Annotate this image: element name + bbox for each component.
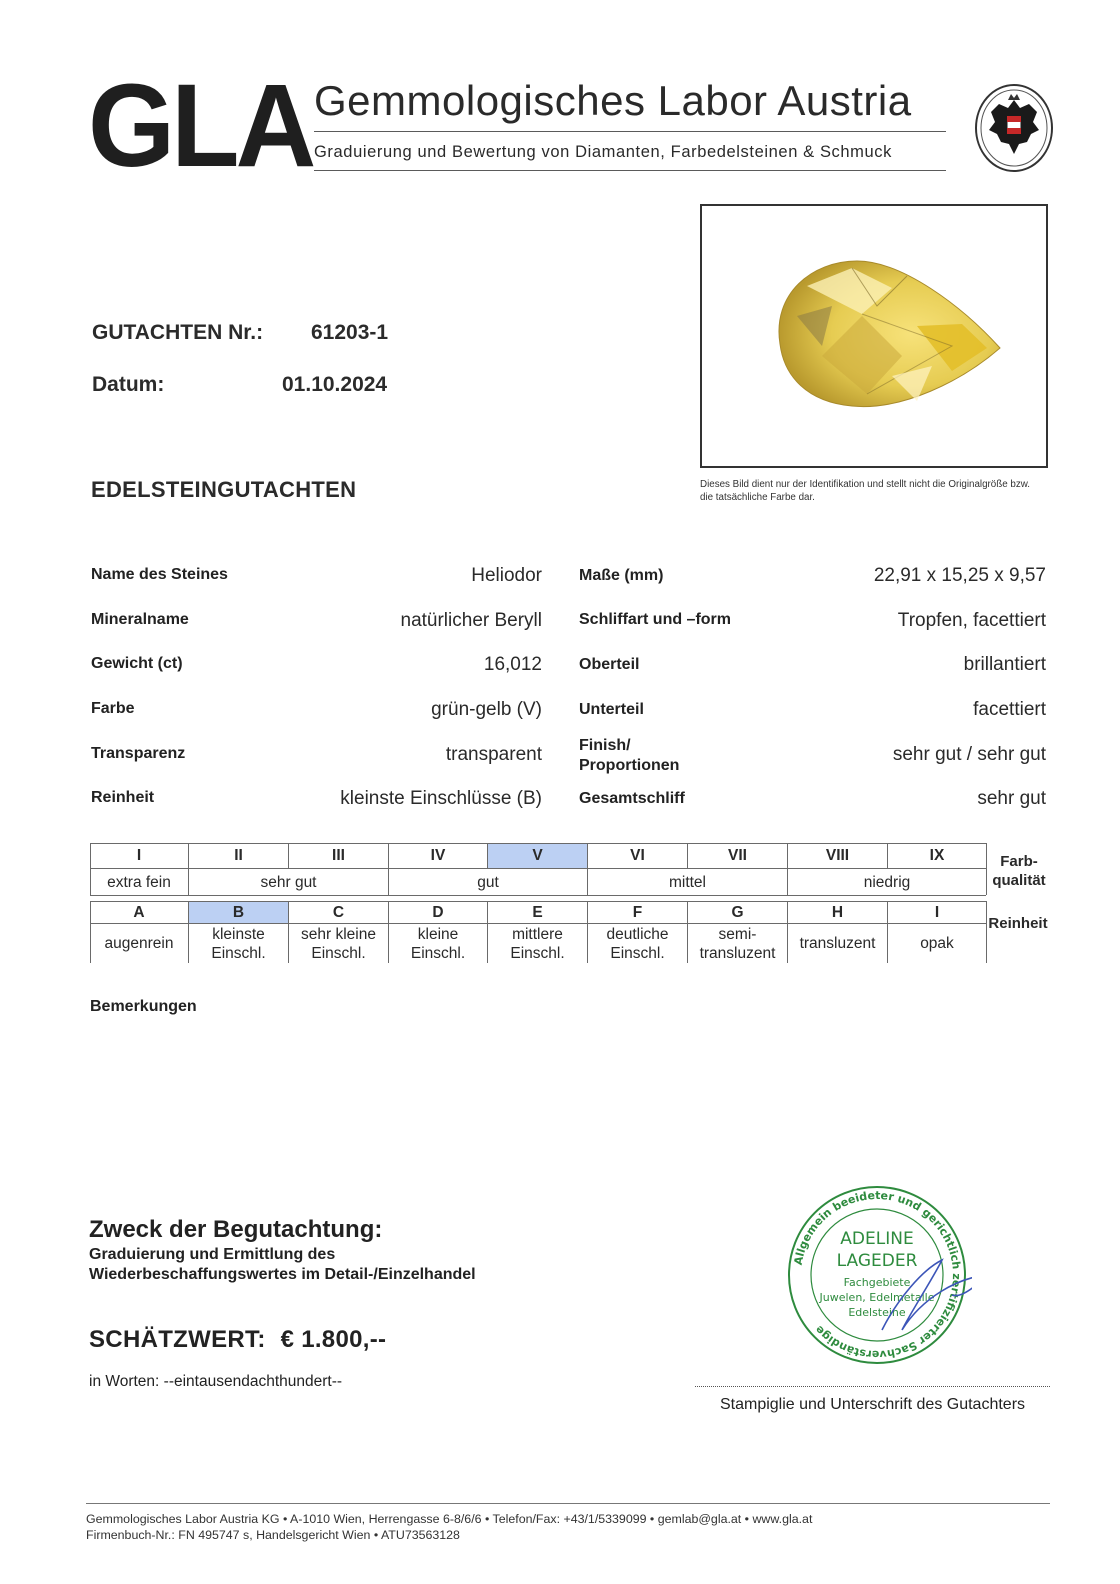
purpose-title: Zweck der Begutachtung: — [89, 1216, 383, 1243]
clarity-grade: D — [432, 904, 444, 921]
clarity-description: opak — [920, 935, 954, 952]
property-value: sehr gut — [977, 788, 1046, 809]
property-label: Reinheit — [91, 789, 155, 806]
lab-tagline: Graduierung und Bewertung von Diamanten, Farbedelsteinen & Schmuck — [314, 143, 892, 161]
clarity-grade: G — [731, 904, 744, 921]
color-group: gut — [477, 874, 499, 891]
property-value: Heliodor — [471, 565, 542, 586]
lab-name: Gemmologisches Labor Austria — [314, 77, 912, 124]
property-value: kleinste Einschlüsse (B) — [340, 788, 542, 809]
appraiser-stamp — [782, 1180, 972, 1370]
property-value: facettiert — [973, 699, 1046, 720]
stamp-name-last: LAGEDER — [836, 1251, 918, 1271]
property-label-finish: Finish/ Proportionen — [579, 737, 680, 774]
property-value: 16,012 — [483, 654, 542, 675]
color-group: mittel — [668, 874, 707, 891]
clarity-grade-selected: B — [189, 902, 288, 923]
valuation-in-words: in Worten: --eintausendachthundert-- — [89, 1373, 343, 1390]
photo-disclaimer: Dieses Bild dient nur der Identifikation und stellt nicht die Originalgröße bzw. die tatsächliche Farbe dar. — [700, 479, 1031, 503]
clarity-grade: E — [532, 904, 543, 921]
footer-address: Gemmologisches Labor Austria KG • A-1010 Wien, Herrengasse 6-8/6/6 • Telefon/Fax: +43/1/5339099 • gemlab@gla.at • www.gla.at — [86, 1512, 813, 1526]
gla-logo: GLA — [88, 59, 313, 192]
valuation-label: SCHÄTZWERT: — [89, 1326, 266, 1353]
stamp-caption: Stampiglie und Unterschrift des Gutachters — [719, 1396, 1026, 1413]
header-rule-bottom — [314, 170, 946, 171]
valuation — [89, 1326, 386, 1354]
color-grade: III — [332, 847, 345, 864]
property-value: transparent — [445, 744, 542, 765]
property-label: Name des Steines — [91, 566, 228, 583]
property-label: Unterteil — [579, 701, 644, 718]
color-grade: IV — [430, 847, 446, 864]
property-value: grün-gelb (V) — [431, 699, 542, 720]
purpose-text: Graduierung und Ermittlung des Wiederbeschaffungswertes im Detail-/Einzelhandel — [89, 1246, 476, 1283]
property-label: Gesamtschliff — [579, 790, 685, 807]
date-value: 01.10.2024 — [282, 373, 388, 396]
property-value: sehr gut / sehr gut — [892, 744, 1046, 765]
footer-registry: Firmenbuch-Nr.: FN 495747 s, Handelsgericht Wien • ATU73563128 — [86, 1528, 460, 1542]
clarity-description: mittlere Einschl. — [510, 926, 565, 962]
certificate-number-value: 61203-1 — [311, 321, 389, 344]
property-value: brillantiert — [963, 654, 1046, 675]
color-group: extra fein — [107, 874, 171, 891]
stamp-line3: Fachgebiete — [843, 1276, 911, 1289]
stamp-ring-text: Allgemein beeideter und gerichtlich zertifizierter Sachverständige — [791, 1188, 964, 1362]
color-group: niedrig — [863, 874, 911, 891]
clarity-description: augenrein — [104, 935, 174, 952]
clarity-grade: I — [934, 904, 940, 921]
remarks-label: Bemerkungen — [90, 998, 197, 1015]
clarity-description: sehr kleine Einschl. — [301, 926, 376, 962]
stamp-line5: Edelsteine — [848, 1306, 906, 1319]
footer — [86, 1511, 812, 1543]
property-label: Transparenz — [91, 745, 186, 762]
gemstone-image — [702, 206, 1046, 466]
stamp-line4: Juwelen, Edelmetalle — [819, 1291, 935, 1304]
property-value: 22,91 x 15,25 x 9,57 — [873, 565, 1046, 586]
property-label: Farbe — [91, 700, 135, 717]
certificate-number-label: GUTACHTEN Nr.: — [92, 321, 264, 344]
clarity-grade: C — [332, 904, 345, 921]
color-grade: VIII — [825, 847, 850, 864]
clarity-description: kleine Einschl. — [410, 926, 466, 962]
footer-rule — [86, 1503, 1050, 1504]
property-value: Tropfen, facettiert — [897, 610, 1046, 631]
header-rule-top — [314, 131, 946, 132]
color-grade: II — [234, 847, 243, 864]
property-label: Oberteil — [579, 656, 640, 673]
color-grade: VII — [728, 847, 747, 864]
clarity-scale-label: Reinheit — [988, 915, 1048, 932]
austrian-eagle-crest-icon — [973, 82, 1055, 174]
color-scale-label: Farb- qualität — [992, 853, 1046, 889]
clarity-description: transluzent — [799, 935, 876, 952]
clarity-grade: A — [133, 904, 145, 921]
color-grade: I — [136, 847, 142, 864]
gemstone-photo — [700, 204, 1048, 468]
color-group: sehr gut — [260, 874, 317, 891]
date-label: Datum: — [92, 373, 165, 396]
color-grade: VI — [630, 847, 645, 864]
certificate-type: EDELSTEINGUTACHTEN — [91, 477, 357, 502]
valuation-value: € 1.800,-- — [280, 1326, 387, 1353]
clarity-grade: H — [831, 904, 844, 921]
property-value: natürlicher Beryll — [400, 610, 542, 631]
color-grade-selected: V — [488, 844, 587, 868]
property-label: Mineralname — [91, 611, 189, 628]
clarity-grade: F — [632, 904, 643, 921]
color-grade: IX — [929, 847, 945, 864]
clarity-description: deutliche Einschl. — [606, 926, 669, 962]
property-label: Schliffart und –form — [579, 611, 732, 628]
property-label: Maße (mm) — [579, 567, 664, 584]
signature-line — [695, 1386, 1050, 1387]
property-label: Gewicht (ct) — [91, 655, 183, 672]
clarity-description: kleinste Einschl. — [211, 926, 266, 962]
stamp-name-first: ADELINE — [840, 1229, 914, 1249]
clarity-description: semi- transluzent — [699, 926, 776, 962]
